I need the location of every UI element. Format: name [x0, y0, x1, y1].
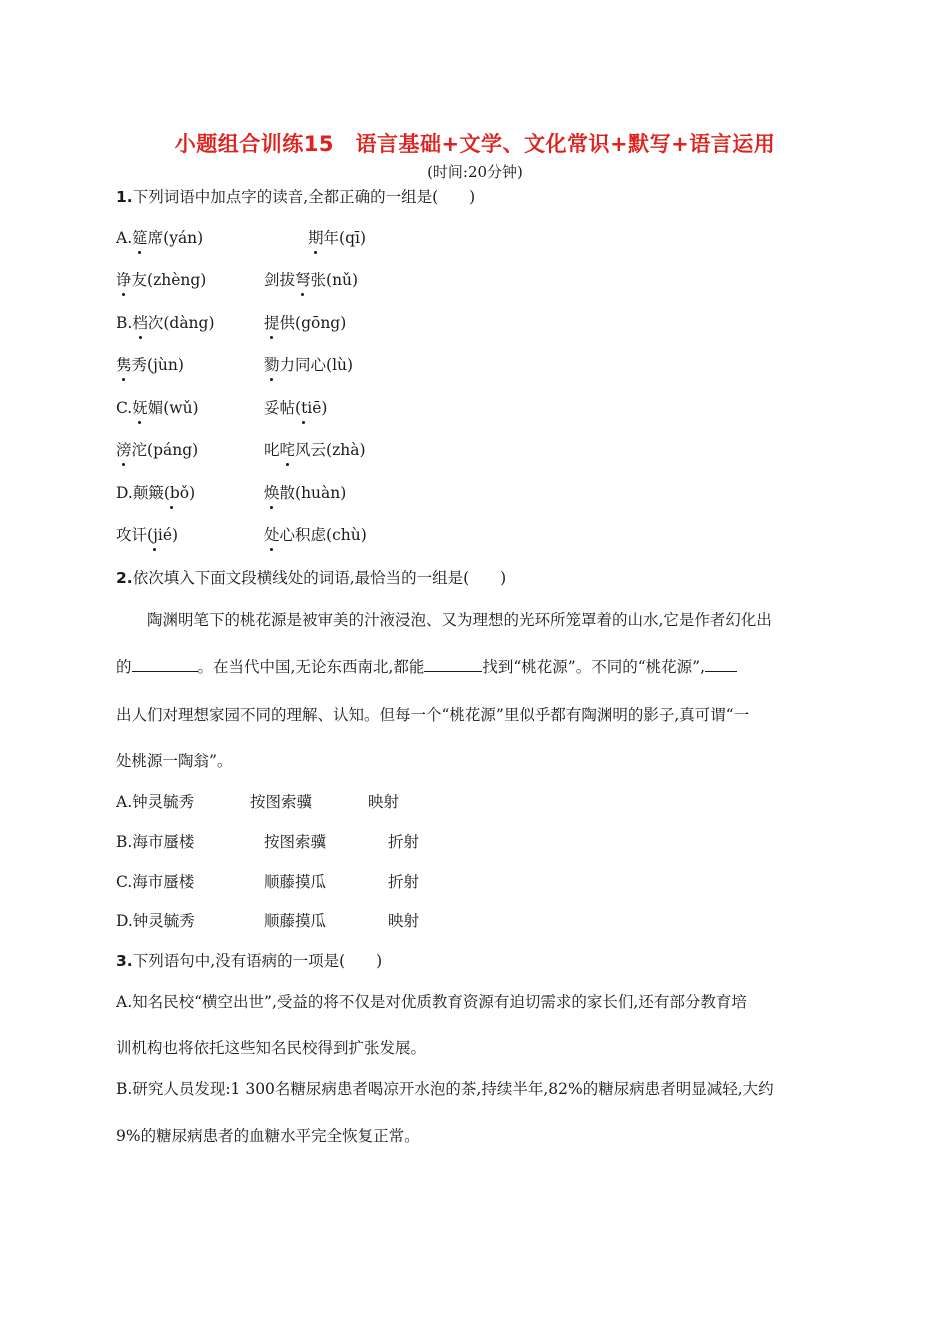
fill-blank-1[interactable]	[132, 657, 198, 672]
q2-option-c-word3: 折射	[388, 873, 420, 891]
q2-option-c-word2: 顺藤摸瓜	[264, 873, 327, 891]
q2-option-a: A.钟灵毓秀	[116, 793, 195, 811]
q2-option-d-word2: 顺藤摸瓜	[264, 912, 327, 930]
q1-option-b-word1: B.档次(dàng)	[116, 314, 215, 332]
question-number: 3.	[116, 952, 133, 970]
q1-option-c-word1: C.妩媚(wǔ)	[116, 399, 199, 417]
q2-passage-line-4: 处桃源一陶翁”。	[116, 752, 233, 770]
q2-passage-line-2: 的 。在当代中国,无论东西南北,都能 找到“桃花源”。不同的“桃花源”,	[116, 657, 828, 677]
time-limit: (时间:20分钟)	[427, 163, 523, 181]
q3-option-b-line-2: 9%的糖尿病患者的血糖水平完全恢复正常。	[116, 1127, 420, 1145]
question-number: 2.	[116, 569, 133, 587]
fill-blank-2[interactable]	[424, 657, 482, 672]
q1-option-d-word3: 攻讦(jié)	[116, 526, 179, 544]
q2-option-c: C.海市蜃楼	[116, 873, 195, 891]
q3-option-b-line-1: B.研究人员发现:1 300名糖尿病患者喝凉开水泡的茶,持续半年,82%的糖尿病患者明显减轻,大约	[116, 1080, 774, 1098]
q1-option-b-word4: 勠力同心(lù)	[264, 356, 354, 374]
q1-option-a-word2: 期年(qī)	[308, 229, 366, 247]
q1-option-b-word2: 提供(gōng)	[264, 314, 347, 332]
question-3-stem: 3.下列语句中,没有语病的一项是( )	[116, 952, 383, 970]
question-number: 1.	[116, 188, 133, 206]
q2-option-d: D.钟灵毓秀	[116, 912, 195, 930]
q2-option-b: B.海市蜃楼	[116, 833, 195, 851]
q1-option-c-word2: 妥帖(tiē)	[264, 399, 328, 417]
q2-option-a-word2: 按图索骥	[250, 793, 313, 811]
q1-option-c-word3: 滂沱(páng)	[116, 441, 199, 459]
q3-option-a-line-2: 训机构也将依托这些知名民校得到扩张发展。	[116, 1039, 427, 1057]
q2-option-b-word2: 按图索骥	[264, 833, 327, 851]
q1-option-a-word4: 剑拔弩张(nǔ)	[264, 271, 359, 289]
q1-option-d-word1: D.颠簸(bǒ)	[116, 484, 196, 502]
q1-option-a-word3: 诤友(zhèng)	[116, 271, 207, 289]
question-1-stem: 1.下列词语中加点字的读音,全都正确的一组是( )	[116, 188, 476, 206]
question-2-stem: 2.依次填入下面文段横线处的词语,最恰当的一组是( )	[116, 569, 507, 587]
q2-passage-line-3: 出人们对理想家园不同的理解、认知。但每一个“桃花源”里似乎都有陶渊明的影子,真可谓“一	[116, 706, 750, 724]
q1-option-d-word4: 处心积虑(chù)	[264, 526, 367, 544]
q1-option-c-word4: 叱咤风云(zhà)	[264, 441, 366, 459]
q3-option-a-line-1: A.知名民校“横空出世”,受益的将不仅是对优质教育资源有迫切需求的家长们,还有部分教育培	[116, 993, 747, 1011]
q2-option-a-word3: 映射	[368, 793, 400, 811]
q2-passage-line-1: 陶渊明笔下的桃花源是被审美的汁液浸泡、又为理想的光环所笼罩着的山水,它是作者幻化出	[147, 611, 772, 629]
q1-option-d-word2: 焕散(huàn)	[264, 484, 347, 502]
q2-option-b-word3: 折射	[388, 833, 420, 851]
q1-option-a-word1: A.筵席(yán)	[116, 229, 204, 247]
page-title: 小题组合训练15 语言基础+文学、文化常识+默写+语言运用	[174, 132, 776, 156]
q2-option-d-word3: 映射	[388, 912, 420, 930]
fill-blank-3[interactable]	[705, 657, 737, 672]
q1-option-b-word3: 隽秀(jùn)	[116, 356, 184, 374]
